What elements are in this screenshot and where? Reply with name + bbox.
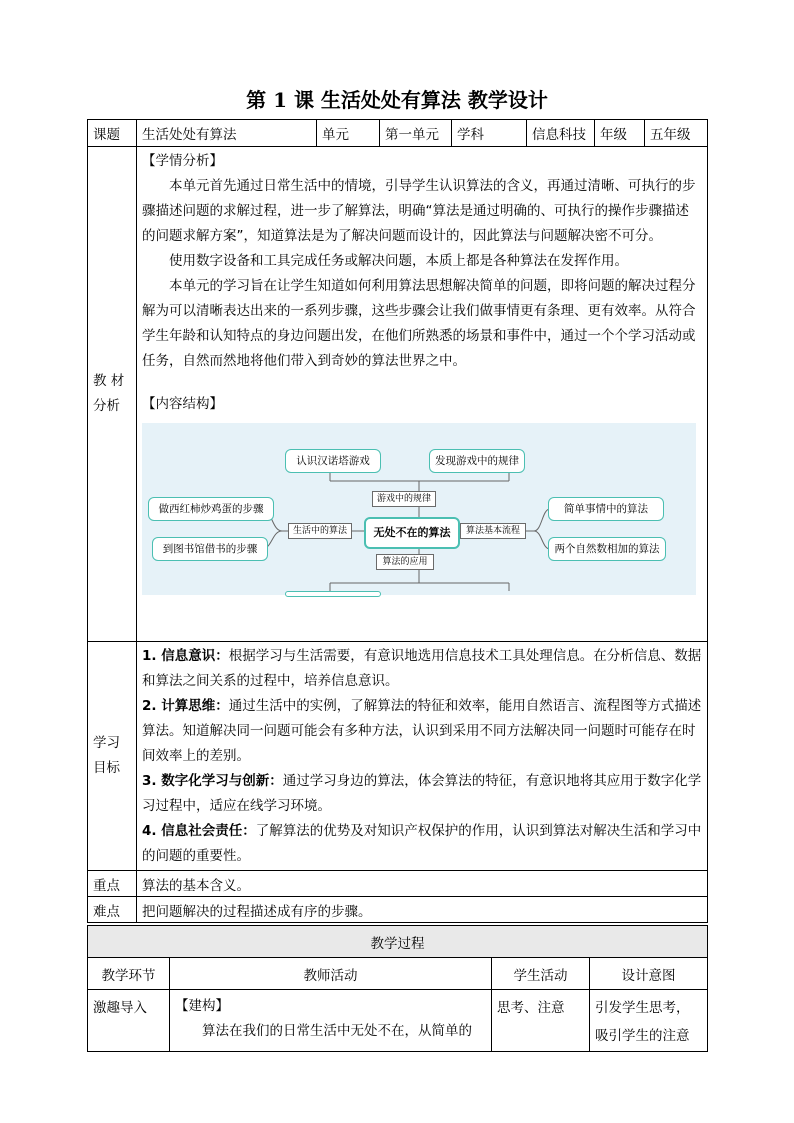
analysis-row <box>88 147 708 642</box>
node-hanoi-game: 认识汉诺塔游戏 <box>285 449 381 473</box>
node-game-rules: 发现游戏中的规律 <box>429 449 525 473</box>
topic-value: 生活处处有算法 <box>137 120 317 147</box>
subject-value: 信息科技 <box>527 120 595 147</box>
key-point-value: 算法的基本含义。 <box>137 871 708 897</box>
goal-head: 1. 信息意识： <box>142 647 229 664</box>
node-life-applications <box>285 591 381 597</box>
unit-label: 单元 <box>317 120 380 147</box>
node-center-algorithms: 无处不在的算法 <box>364 517 460 549</box>
teacher-cell <box>170 990 492 1052</box>
col-stage: 教学环节 <box>88 958 170 990</box>
process-header-row <box>88 926 708 958</box>
analysis-paragraph-3: 本单元的学习旨在让学生知道如何利用算法思想解决简单的问题，即将问题的解决过程分解为可以清晰表达出来的一系列步骤，这些步骤会让我们做事情更有条理、更有效率。从符合学生年龄和认知特点的身边问题出发，在他们所熟悉的场景和事件中，通过一个个学习活动或任务，自然而然地将他们带入到奇妙的算法世界之中。 <box>142 278 696 369</box>
analysis-paragraph-1: 本单元首先通过日常生活中的情境，引导学生认识算法的含义，再通过清晰、可执行的步骤描述问题的求解过程，进一步了解算法，明确“算法是通过明确的、可执行的操作步骤描述的问题求解方案”，知道算法是为了解决问题而设计的，因此算法与问题解决密不可分。 <box>142 178 696 244</box>
process-header: 教学过程 <box>88 926 708 958</box>
goal-head: 2. 计算思维： <box>142 697 229 714</box>
teacher-text: 算法在我们的日常生活中无处不在，从简单的 <box>202 1023 472 1039</box>
unit-value: 第一单元 <box>380 120 452 147</box>
key-point-label: 重点 <box>88 871 137 897</box>
goal-head: 4. 信息社会责任： <box>142 822 256 839</box>
teaching-process-table <box>87 925 708 1052</box>
col-student: 学生活动 <box>492 958 590 990</box>
topic-label: 课题 <box>88 120 137 147</box>
grade-label: 年级 <box>595 120 645 147</box>
goal-item <box>142 644 702 694</box>
link-life-algorithms: 生活中的算法 <box>288 523 352 539</box>
analysis-paragraph-2: 使用数字设备和工具完成任务或解决问题，本质上都是各种算法在发挥作用。 <box>169 253 628 269</box>
node-addition-algorithm: 两个自然数相加的算法 <box>548 537 666 561</box>
content-structure-heading: 【内容结构】 <box>142 396 223 412</box>
goal-text: 通过生活中的实例，了解算法的特征和效率，能用自然语言、流程图等方式描述算法。知道解决同一问题可能会有多种方法，认识到采用不同方法解决同一问题时可能存在时间效率上的差别。 <box>142 697 702 764</box>
link-game-rules: 游戏中的规律 <box>372 491 436 507</box>
goal-text: 根据学习与生活需要，有意识地选用信息技术工具处理信息。在分析信息、数据和算法之间关系的过程中，培养信息意识。 <box>142 647 702 689</box>
goals-label: 学习 目标 <box>88 642 137 871</box>
col-intent: 设计意图 <box>590 958 708 990</box>
goal-item <box>142 769 702 819</box>
difficulty-label: 难点 <box>88 897 137 923</box>
subject-label: 学科 <box>452 120 527 147</box>
goal-item <box>142 819 702 869</box>
link-applications: 算法的应用 <box>376 554 434 570</box>
intent-cell: 引发学生思考，吸引学生的注意 <box>590 990 708 1052</box>
grade-value: 五年级 <box>645 120 708 147</box>
info-row <box>88 120 708 147</box>
teacher-heading: 【建构】 <box>175 998 229 1014</box>
key-point-row <box>88 871 708 897</box>
goals-row <box>88 642 708 871</box>
lesson-info-table <box>87 119 708 923</box>
stage-cell: 激趣导入 <box>88 990 170 1052</box>
node-library-steps: 到图书馆借书的步骤 <box>152 537 268 561</box>
goal-item <box>142 694 702 769</box>
student-cell: 思考、注意 <box>492 990 590 1052</box>
analysis-label: 教 材 分析 <box>88 147 137 642</box>
process-columns-row <box>88 958 708 990</box>
analysis-content <box>137 147 708 642</box>
node-cooking-steps: 做西红柿炒鸡蛋的步骤 <box>148 497 274 521</box>
content-structure-diagram <box>142 423 696 595</box>
difficulty-row <box>88 897 708 923</box>
goal-head: 3. 数字化学习与创新： <box>142 772 283 789</box>
goal-text: 了解算法的优势及对知识产权保护的作用，认识到算法对解决生活和学习中的问题的重要性。 <box>142 822 702 864</box>
link-basic-flow: 算法基本流程 <box>460 523 526 539</box>
difficulty-value: 把问题解决的过程描述成有序的步骤。 <box>137 897 708 923</box>
goal-text: 通过学习身边的算法，体会算法的特征，有意识地将其应用于数字化学习过程中，适应在线学习环境。 <box>142 772 702 814</box>
col-teacher: 教师活动 <box>170 958 492 990</box>
process-row <box>88 990 708 1052</box>
learning-analysis-heading: 【学情分析】 <box>142 153 223 169</box>
goals-content <box>137 642 708 871</box>
node-simple-algorithms: 简单事情中的算法 <box>548 497 664 521</box>
page-title: 第 1 课 生活处处有算法 教学设计 <box>246 88 548 112</box>
